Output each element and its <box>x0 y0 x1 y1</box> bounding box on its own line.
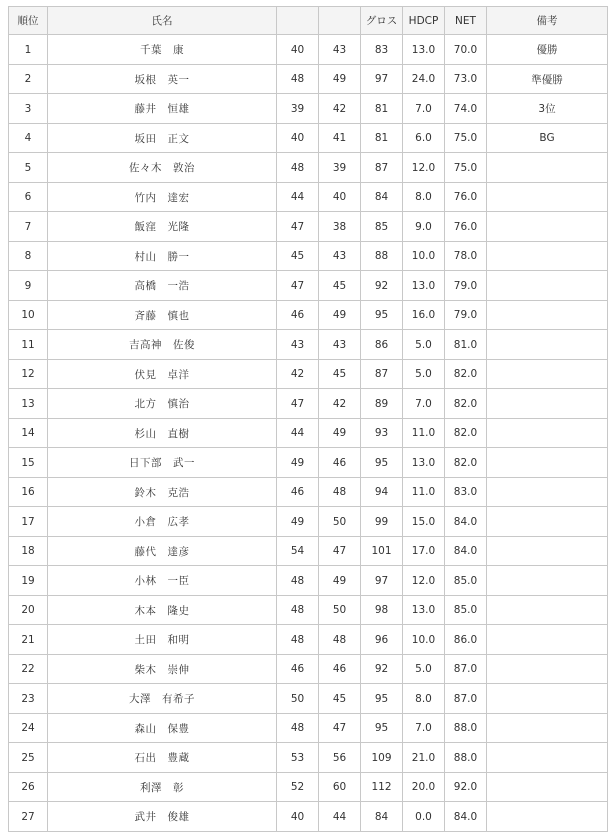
note-cell: 準優勝 <box>487 65 608 94</box>
table-row <box>9 448 608 478</box>
in-score-cell: 48 <box>319 478 361 507</box>
note-cell <box>487 183 608 212</box>
out-score-cell: 49 <box>277 507 319 537</box>
out-score-cell: 40 <box>277 124 319 153</box>
table-header <box>9 7 608 35</box>
in-score-cell: 48 <box>319 625 361 655</box>
table-body <box>9 35 608 832</box>
hdcp-cell: 5.0 <box>403 330 445 360</box>
rank-cell: 2 <box>9 65 48 94</box>
note-cell: BG <box>487 124 608 153</box>
rank-cell: 3 <box>9 94 48 124</box>
net-cell: 73.0 <box>445 65 487 94</box>
table-row <box>9 507 608 537</box>
net-cell: 82.0 <box>445 419 487 448</box>
header-hdcp: HDCP <box>403 7 445 35</box>
in-score-cell: 45 <box>319 271 361 301</box>
gross-cell: 88 <box>361 242 403 271</box>
rank-cell: 9 <box>9 271 48 301</box>
gross-cell: 96 <box>361 625 403 655</box>
net-cell: 79.0 <box>445 301 487 330</box>
gross-cell: 97 <box>361 566 403 596</box>
net-cell: 84.0 <box>445 507 487 537</box>
rank-cell: 6 <box>9 183 48 212</box>
header-name: 氏名 <box>48 7 277 35</box>
header-rank: 順位 <box>9 7 48 35</box>
in-score-cell: 50 <box>319 507 361 537</box>
note-cell <box>487 330 608 360</box>
in-score-cell: 49 <box>319 65 361 94</box>
name-cell: 竹内 達宏 <box>48 183 277 212</box>
hdcp-cell: 11.0 <box>403 478 445 507</box>
rank-cell: 25 <box>9 743 48 773</box>
gross-cell: 92 <box>361 655 403 684</box>
table-row <box>9 596 608 625</box>
net-cell: 87.0 <box>445 684 487 714</box>
table-row <box>9 65 608 94</box>
gross-cell: 81 <box>361 94 403 124</box>
table-row <box>9 360 608 389</box>
net-cell: 84.0 <box>445 802 487 832</box>
out-score-cell: 44 <box>277 183 319 212</box>
note-cell <box>487 419 608 448</box>
table-row <box>9 212 608 242</box>
out-score-cell: 54 <box>277 537 319 566</box>
in-score-cell: 60 <box>319 773 361 802</box>
hdcp-cell: 20.0 <box>403 773 445 802</box>
net-cell: 87.0 <box>445 655 487 684</box>
name-cell: 小林 一臣 <box>48 566 277 596</box>
name-cell: 大澤 有希子 <box>48 684 277 714</box>
table-row <box>9 566 608 596</box>
gross-cell: 93 <box>361 419 403 448</box>
table-row <box>9 124 608 153</box>
out-score-cell: 46 <box>277 478 319 507</box>
net-cell: 92.0 <box>445 773 487 802</box>
out-score-cell: 48 <box>277 153 319 183</box>
name-cell: 佐々木 敦治 <box>48 153 277 183</box>
out-score-cell: 50 <box>277 684 319 714</box>
in-score-cell: 47 <box>319 714 361 743</box>
rank-cell: 7 <box>9 212 48 242</box>
table-row <box>9 655 608 684</box>
rank-cell: 17 <box>9 507 48 537</box>
table-row <box>9 94 608 124</box>
gross-cell: 89 <box>361 389 403 419</box>
gross-cell: 109 <box>361 743 403 773</box>
net-cell: 84.0 <box>445 537 487 566</box>
in-score-cell: 47 <box>319 537 361 566</box>
hdcp-cell: 5.0 <box>403 655 445 684</box>
hdcp-cell: 16.0 <box>403 301 445 330</box>
net-cell: 76.0 <box>445 212 487 242</box>
hdcp-cell: 24.0 <box>403 65 445 94</box>
out-score-cell: 48 <box>277 714 319 743</box>
table-row <box>9 35 608 65</box>
in-score-cell: 49 <box>319 419 361 448</box>
table-row <box>9 773 608 802</box>
name-cell: 坂田 正文 <box>48 124 277 153</box>
table-row <box>9 301 608 330</box>
gross-cell: 112 <box>361 773 403 802</box>
hdcp-cell: 13.0 <box>403 271 445 301</box>
in-score-cell: 40 <box>319 183 361 212</box>
name-cell: 藤代 達彦 <box>48 537 277 566</box>
name-cell: 藤井 恒雄 <box>48 94 277 124</box>
rank-cell: 8 <box>9 242 48 271</box>
name-cell: 利澤 彰 <box>48 773 277 802</box>
hdcp-cell: 7.0 <box>403 714 445 743</box>
name-cell: 北方 慎治 <box>48 389 277 419</box>
in-score-cell: 56 <box>319 743 361 773</box>
rank-cell: 4 <box>9 124 48 153</box>
out-score-cell: 46 <box>277 301 319 330</box>
gross-cell: 92 <box>361 271 403 301</box>
net-cell: 88.0 <box>445 743 487 773</box>
gross-cell: 101 <box>361 537 403 566</box>
net-cell: 78.0 <box>445 242 487 271</box>
in-score-cell: 45 <box>319 360 361 389</box>
gross-cell: 84 <box>361 802 403 832</box>
net-cell: 85.0 <box>445 596 487 625</box>
in-score-cell: 49 <box>319 301 361 330</box>
net-cell: 82.0 <box>445 448 487 478</box>
note-cell <box>487 802 608 832</box>
in-score-cell: 44 <box>319 802 361 832</box>
header-net: NET <box>445 7 487 35</box>
out-score-cell: 39 <box>277 94 319 124</box>
gross-cell: 95 <box>361 714 403 743</box>
gross-cell: 86 <box>361 330 403 360</box>
note-cell <box>487 743 608 773</box>
out-score-cell: 47 <box>277 389 319 419</box>
gross-cell: 97 <box>361 65 403 94</box>
hdcp-cell: 12.0 <box>403 153 445 183</box>
in-score-cell: 45 <box>319 684 361 714</box>
note-cell <box>487 773 608 802</box>
net-cell: 81.0 <box>445 330 487 360</box>
out-score-cell: 48 <box>277 625 319 655</box>
name-cell: 村山 勝一 <box>48 242 277 271</box>
header-in <box>319 7 361 35</box>
rank-cell: 23 <box>9 684 48 714</box>
gross-cell: 84 <box>361 183 403 212</box>
table-row <box>9 389 608 419</box>
gross-cell: 87 <box>361 360 403 389</box>
hdcp-cell: 12.0 <box>403 566 445 596</box>
header-note: 備考 <box>487 7 608 35</box>
rank-cell: 27 <box>9 802 48 832</box>
out-score-cell: 48 <box>277 566 319 596</box>
name-cell: 日下部 武一 <box>48 448 277 478</box>
gross-cell: 85 <box>361 212 403 242</box>
name-cell: 木本 隆史 <box>48 596 277 625</box>
out-score-cell: 48 <box>277 65 319 94</box>
note-cell <box>487 507 608 537</box>
rank-cell: 18 <box>9 537 48 566</box>
note-cell <box>487 596 608 625</box>
hdcp-cell: 5.0 <box>403 360 445 389</box>
out-score-cell: 44 <box>277 419 319 448</box>
name-cell: 小倉 広孝 <box>48 507 277 537</box>
net-cell: 88.0 <box>445 714 487 743</box>
out-score-cell: 40 <box>277 802 319 832</box>
note-cell <box>487 360 608 389</box>
name-cell: 石出 豊蔵 <box>48 743 277 773</box>
hdcp-cell: 13.0 <box>403 596 445 625</box>
net-cell: 82.0 <box>445 360 487 389</box>
hdcp-cell: 11.0 <box>403 419 445 448</box>
name-cell: 斉藤 慎也 <box>48 301 277 330</box>
table-row <box>9 330 608 360</box>
hdcp-cell: 6.0 <box>403 124 445 153</box>
rank-cell: 20 <box>9 596 48 625</box>
net-cell: 83.0 <box>445 478 487 507</box>
gross-cell: 83 <box>361 35 403 65</box>
gross-cell: 99 <box>361 507 403 537</box>
hdcp-cell: 7.0 <box>403 94 445 124</box>
rank-cell: 5 <box>9 153 48 183</box>
table-row <box>9 478 608 507</box>
note-cell <box>487 301 608 330</box>
name-cell: 伏見 卓洋 <box>48 360 277 389</box>
note-cell <box>487 389 608 419</box>
net-cell: 70.0 <box>445 35 487 65</box>
name-cell: 森山 保豊 <box>48 714 277 743</box>
gross-cell: 87 <box>361 153 403 183</box>
table-row <box>9 714 608 743</box>
out-score-cell: 49 <box>277 448 319 478</box>
rank-cell: 16 <box>9 478 48 507</box>
gross-cell: 81 <box>361 124 403 153</box>
in-score-cell: 41 <box>319 124 361 153</box>
note-cell <box>487 448 608 478</box>
out-score-cell: 43 <box>277 330 319 360</box>
net-cell: 82.0 <box>445 389 487 419</box>
results-table <box>8 6 608 832</box>
hdcp-cell: 7.0 <box>403 389 445 419</box>
rank-cell: 21 <box>9 625 48 655</box>
in-score-cell: 50 <box>319 596 361 625</box>
out-score-cell: 40 <box>277 35 319 65</box>
in-score-cell: 42 <box>319 389 361 419</box>
rank-cell: 24 <box>9 714 48 743</box>
hdcp-cell: 13.0 <box>403 35 445 65</box>
note-cell <box>487 242 608 271</box>
name-cell: 土田 和明 <box>48 625 277 655</box>
net-cell: 75.0 <box>445 124 487 153</box>
hdcp-cell: 8.0 <box>403 684 445 714</box>
net-cell: 75.0 <box>445 153 487 183</box>
out-score-cell: 53 <box>277 743 319 773</box>
hdcp-cell: 10.0 <box>403 242 445 271</box>
note-cell: 優勝 <box>487 35 608 65</box>
table-row <box>9 271 608 301</box>
table-row <box>9 743 608 773</box>
in-score-cell: 46 <box>319 448 361 478</box>
hdcp-cell: 21.0 <box>403 743 445 773</box>
net-cell: 79.0 <box>445 271 487 301</box>
note-cell <box>487 212 608 242</box>
table-row <box>9 153 608 183</box>
rank-cell: 14 <box>9 419 48 448</box>
note-cell <box>487 537 608 566</box>
in-score-cell: 43 <box>319 330 361 360</box>
rank-cell: 11 <box>9 330 48 360</box>
table-row <box>9 419 608 448</box>
note-cell <box>487 271 608 301</box>
hdcp-cell: 10.0 <box>403 625 445 655</box>
out-score-cell: 52 <box>277 773 319 802</box>
hdcp-cell: 8.0 <box>403 183 445 212</box>
header-row <box>9 7 608 35</box>
rank-cell: 22 <box>9 655 48 684</box>
table-row <box>9 684 608 714</box>
out-score-cell: 46 <box>277 655 319 684</box>
name-cell: 吉高神 佐俊 <box>48 330 277 360</box>
rank-cell: 1 <box>9 35 48 65</box>
note-cell: 3位 <box>487 94 608 124</box>
hdcp-cell: 0.0 <box>403 802 445 832</box>
name-cell: 武井 俊雄 <box>48 802 277 832</box>
out-score-cell: 47 <box>277 271 319 301</box>
net-cell: 85.0 <box>445 566 487 596</box>
note-cell <box>487 478 608 507</box>
net-cell: 74.0 <box>445 94 487 124</box>
hdcp-cell: 17.0 <box>403 537 445 566</box>
hdcp-cell: 13.0 <box>403 448 445 478</box>
table-row <box>9 183 608 212</box>
note-cell <box>487 655 608 684</box>
note-cell <box>487 714 608 743</box>
gross-cell: 94 <box>361 478 403 507</box>
name-cell: 飯窪 光隆 <box>48 212 277 242</box>
table-row <box>9 537 608 566</box>
rank-cell: 26 <box>9 773 48 802</box>
in-score-cell: 46 <box>319 655 361 684</box>
header-out <box>277 7 319 35</box>
gross-cell: 98 <box>361 596 403 625</box>
rank-cell: 13 <box>9 389 48 419</box>
header-gross: グロス <box>361 7 403 35</box>
in-score-cell: 43 <box>319 242 361 271</box>
in-score-cell: 39 <box>319 153 361 183</box>
in-score-cell: 43 <box>319 35 361 65</box>
in-score-cell: 38 <box>319 212 361 242</box>
out-score-cell: 48 <box>277 596 319 625</box>
note-cell <box>487 625 608 655</box>
rank-cell: 12 <box>9 360 48 389</box>
name-cell: 坂根 英一 <box>48 65 277 94</box>
hdcp-cell: 15.0 <box>403 507 445 537</box>
table-row <box>9 625 608 655</box>
name-cell: 杉山 直樹 <box>48 419 277 448</box>
name-cell: 鈴木 克浩 <box>48 478 277 507</box>
net-cell: 86.0 <box>445 625 487 655</box>
out-score-cell: 42 <box>277 360 319 389</box>
rank-cell: 15 <box>9 448 48 478</box>
net-cell: 76.0 <box>445 183 487 212</box>
rank-cell: 10 <box>9 301 48 330</box>
out-score-cell: 45 <box>277 242 319 271</box>
name-cell: 高橋 一浩 <box>48 271 277 301</box>
hdcp-cell: 9.0 <box>403 212 445 242</box>
gross-cell: 95 <box>361 684 403 714</box>
note-cell <box>487 153 608 183</box>
name-cell: 千葉 康 <box>48 35 277 65</box>
rank-cell: 19 <box>9 566 48 596</box>
table-row <box>9 802 608 832</box>
gross-cell: 95 <box>361 448 403 478</box>
in-score-cell: 42 <box>319 94 361 124</box>
gross-cell: 95 <box>361 301 403 330</box>
out-score-cell: 47 <box>277 212 319 242</box>
note-cell <box>487 684 608 714</box>
table-row <box>9 242 608 271</box>
in-score-cell: 49 <box>319 566 361 596</box>
note-cell <box>487 566 608 596</box>
name-cell: 柴木 崇伸 <box>48 655 277 684</box>
